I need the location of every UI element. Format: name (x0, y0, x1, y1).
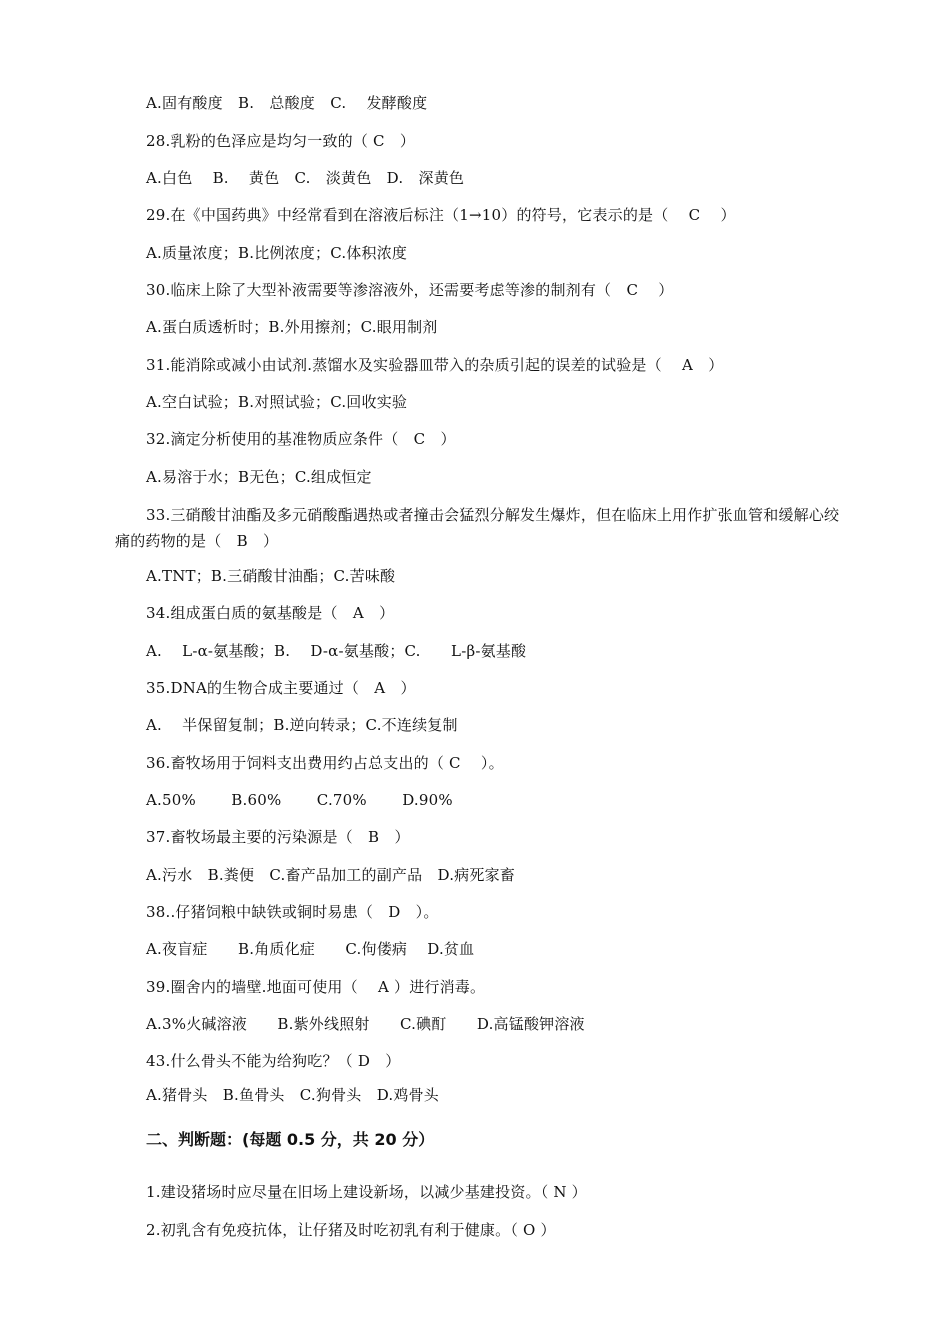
option-line-34: A. L-α-氨基酸；B. D-α-氨基酸；C. L-β-氨基酸 (146, 642, 527, 660)
option-line-30: A.蛋白质透析时；B.外用擦剂；C.眼用制剂 (146, 318, 438, 336)
option-line-38: A.夜盲症 B.角质化症 C.佝偻病 D.贫血 (146, 940, 475, 958)
option-line-33: A.TNT；B.三硝酸甘油酯；C.苦味酸 (146, 567, 396, 585)
option-line-37: A.污水 B.粪便 C.畜产品加工的副产品 D.病死家畜 (146, 866, 515, 884)
question-36: 36.畜牧场用于饲料支出费用约占总支出的（ C ）。 (146, 754, 504, 772)
option-line-28: A.白色 B. 黄色 C. 淡黄色 D. 深黄色 (146, 169, 465, 187)
question-38: 38..仔猪饲粮中缺铁或铜时易患（ D ）。 (146, 903, 439, 921)
option-line-39: A.3%火碱溶液 B.紫外线照射 C.碘酊 D.高锰酸钾溶液 (146, 1015, 585, 1033)
question-29: 29.在《中国药典》中经常看到在溶液后标注（1→10）的符号，它表示的是（ C ） (146, 206, 736, 224)
question-32: 32.滴定分析使用的基准物质应条件（ C ） (146, 430, 456, 448)
judgment-item-2: 2.初乳含有免疫抗体，让仔猪及时吃初乳有利于健康。（ O ） (146, 1221, 556, 1239)
option-line-29: A.质量浓度；B.比例浓度；C.体积浓度 (146, 244, 408, 262)
question-39: 39.圈舍内的墙壁.地面可使用（ A ）进行消毒。 (146, 978, 486, 996)
question-30: 30.临床上除了大型补液需要等渗溶液外，还需要考虑等渗的制剂有（ C ） (146, 281, 674, 299)
question-43: 43.什么骨头不能为给狗吃？（ D ） (146, 1052, 401, 1070)
question-28: 28.乳粉的色泽应是均匀一致的（ C ） (146, 132, 416, 150)
option-line-43: A.猪骨头 B.鱼骨头 C.狗骨头 D.鸡骨头 (146, 1086, 439, 1104)
question-34: 34.组成蛋白质的氨基酸是（ A ） (146, 604, 395, 622)
option-line-31: A.空白试验；B.对照试验；C.回收实验 (146, 393, 408, 411)
judgment-item-1: 1.建设猪场时应尽量在旧场上建设新场，以减少基建投资。（ N ） (146, 1183, 587, 1201)
question-35: 35.DNA的生物合成主要通过（ A ） (146, 679, 416, 697)
question-37: 37.畜牧场最主要的污染源是（ B ） (146, 828, 410, 846)
option-line-27: A.固有酸度 B. 总酸度 C. 发酵酸度 (146, 94, 428, 112)
option-line-32: A.易溶于水；B无色；C.组成恒定 (146, 468, 372, 486)
section-heading-true-false: 二、判断题：(每题 0.5 分，共 20 分） (146, 1130, 435, 1149)
question-31: 31.能消除或减小由试剂.蒸馏水及实验器皿带入的杂质引起的误差的试验是（ A ） (146, 356, 724, 374)
option-line-35: A. 半保留复制；B.逆向转录；C.不连续复制 (146, 716, 458, 734)
option-line-36: A.50% B.60% C.70% D.90% (146, 791, 453, 809)
question-33: 33.三硝酸甘油酯及多元硝酸酯遇热或者撞击会猛烈分解发生爆炸，但在临床上用作扩张血管和缓解心绞痛的药物的是（ B ） (115, 506, 840, 550)
